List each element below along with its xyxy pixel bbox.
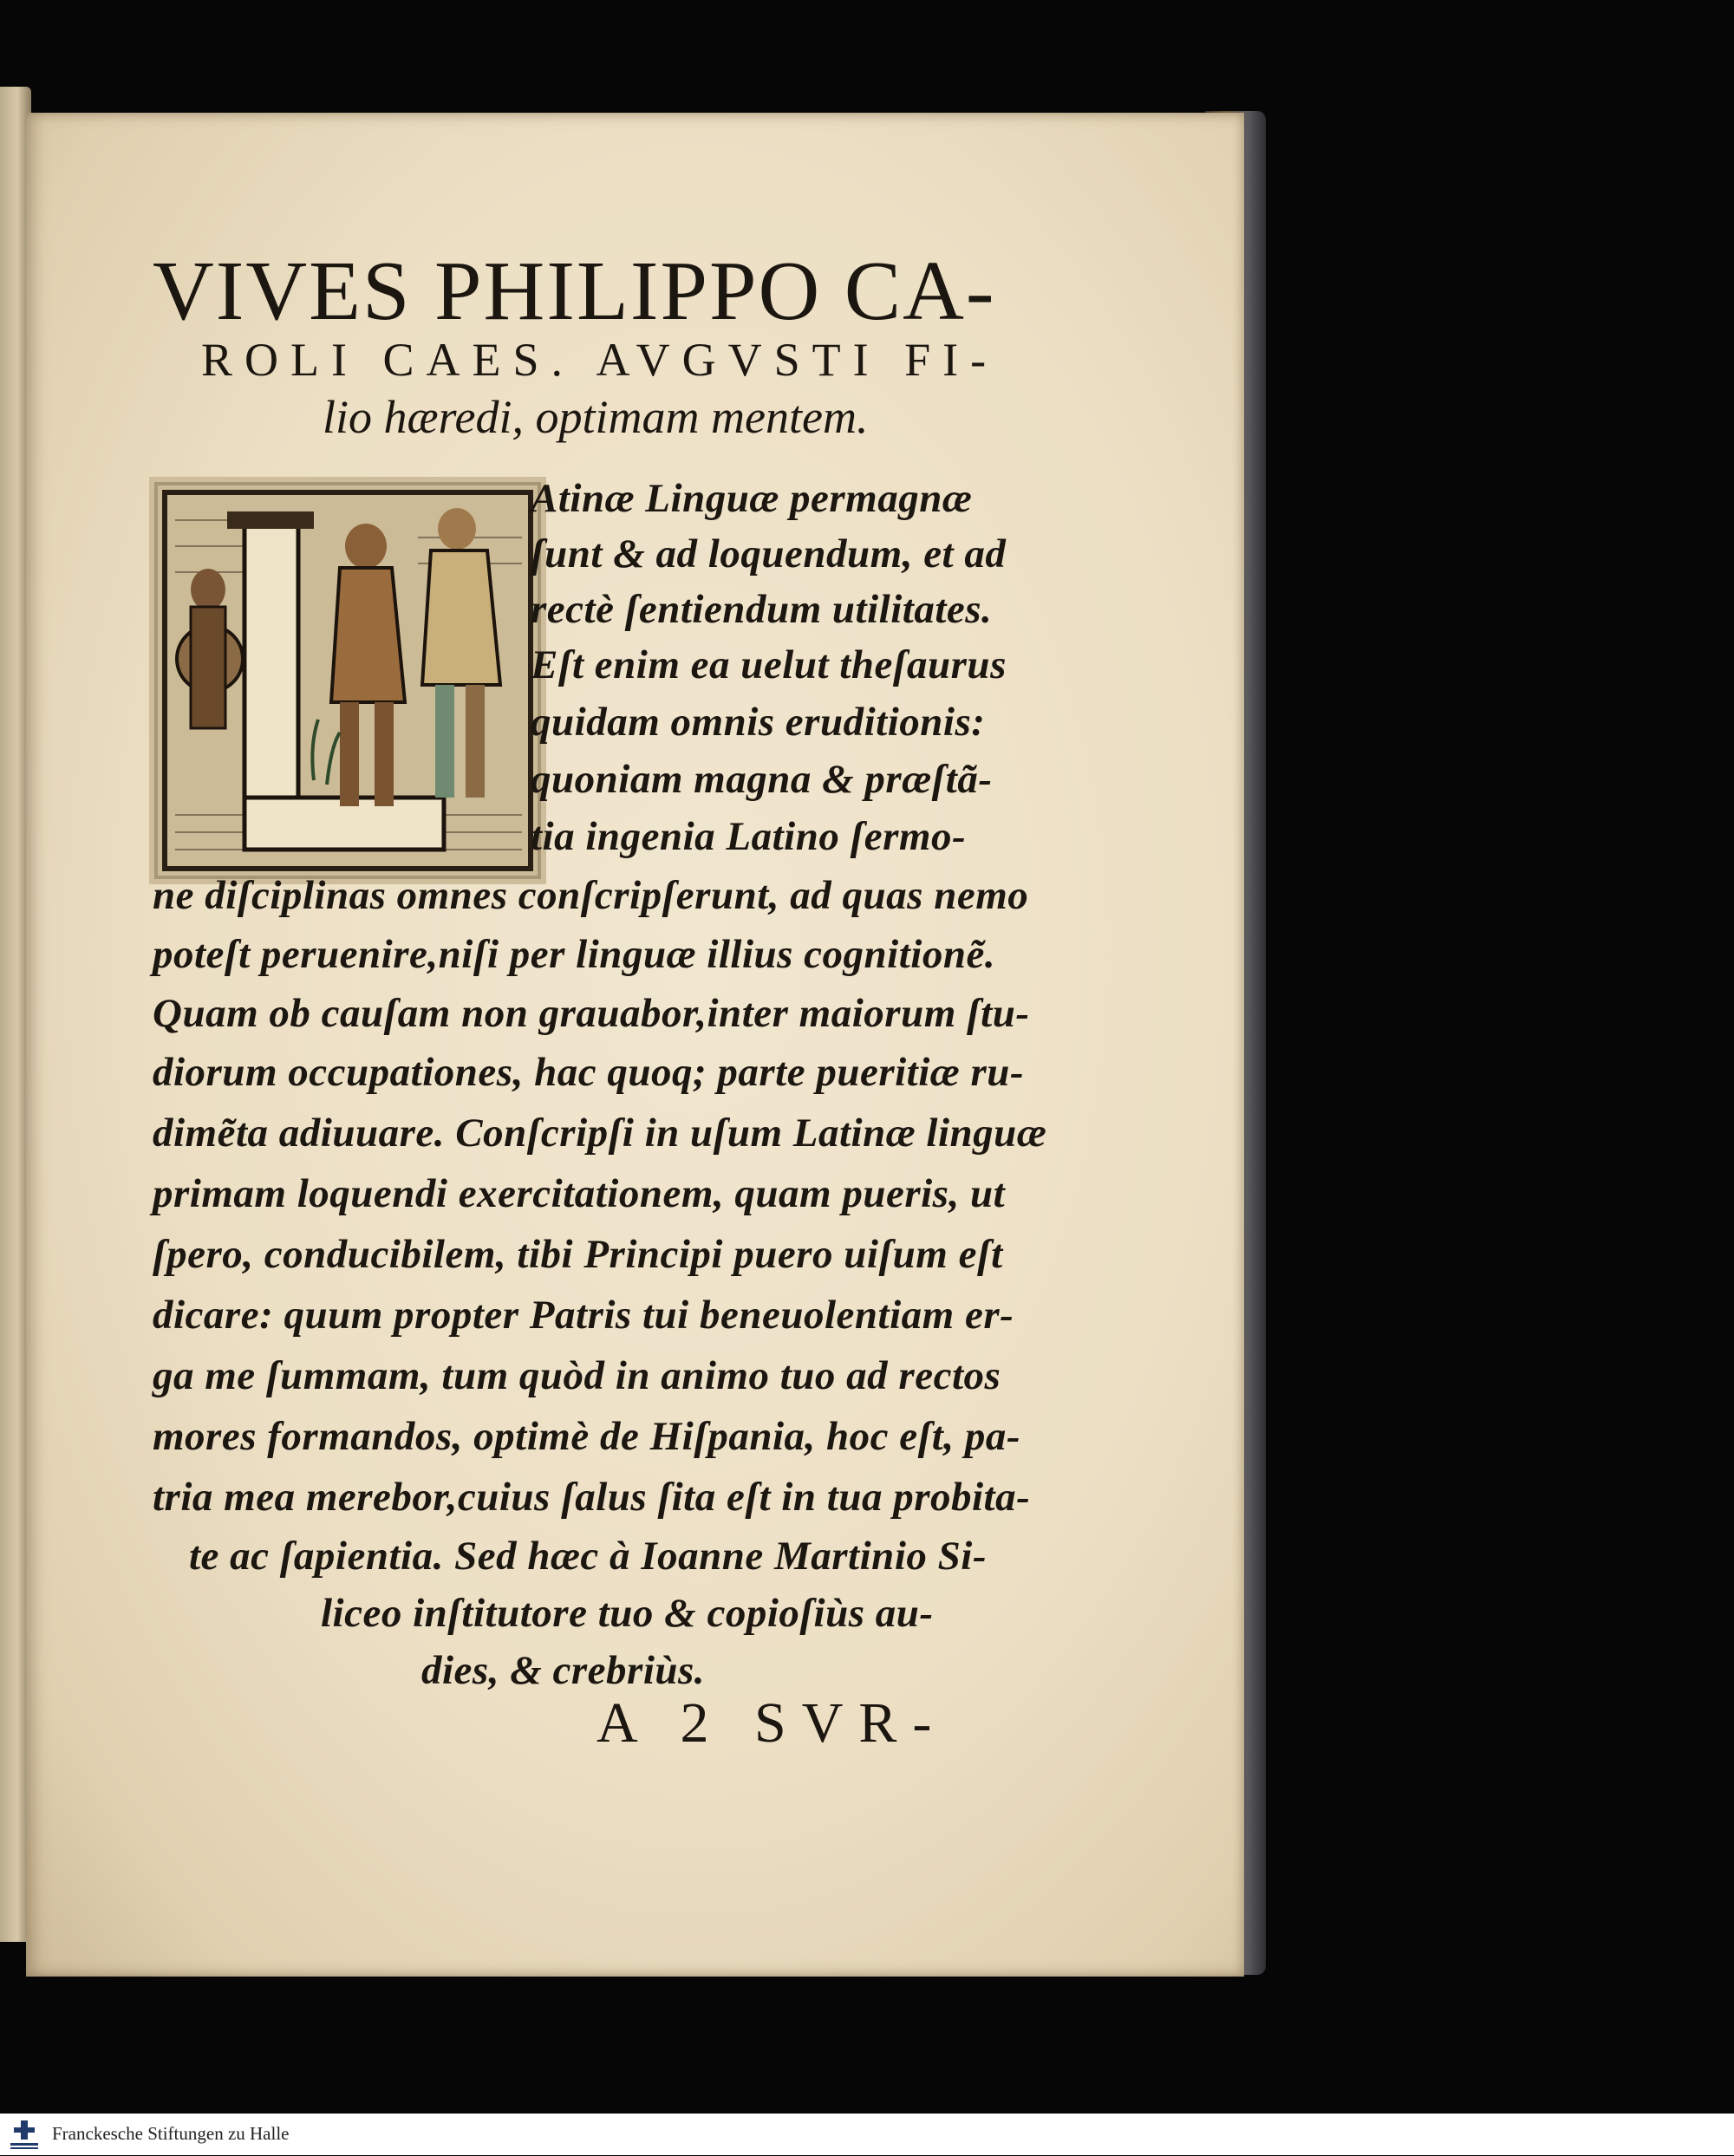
body-line-13: primam loquendi exercitationem, quam pueris, ut [153, 1171, 1006, 1216]
body-line-6: quoniam magna & præſtã- [531, 757, 993, 802]
body-line-19: te ac ſapientia. Sed hæc à Ioanne Martinio Si- [189, 1534, 987, 1579]
body-line-20: liceo inſtitutore tuo & copioſiùs au- [321, 1591, 934, 1636]
heading-line-1: VIVES PHILIPPO CA- [153, 244, 996, 338]
body-line-14: ſpero, conducibilem, tibi Principi puero uiſum eſt [153, 1232, 1003, 1277]
body-line-16: ga me ſummam, tum quòd in animo tuo ad rectos [153, 1353, 1001, 1398]
footer-text[interactable]: Franckesche Stiftungen zu Halle [52, 2123, 290, 2144]
body-line-4: Eſt enim ea uelut theſaurus [531, 642, 1007, 687]
body-line-10: Quam ob cauſam non grauabor,inter maiorum ſtu- [153, 991, 1030, 1036]
body-line-7: tia ingenia Latino ſermo- [531, 814, 967, 859]
body-line-18: tria mea merebor,cuius ſalus ſita eſt in tua probita- [153, 1475, 1031, 1520]
foundation-logo-icon[interactable] [7, 2117, 42, 2152]
signature-mark: A 2 SVR- [596, 1691, 948, 1755]
woodcut-initial-icon [154, 482, 541, 879]
body-line-17: mores formandos, optimè de Hiſpania, hoc eſt, pa- [153, 1414, 1021, 1459]
body-line-3: rectè ſentiendum utilitates. [531, 587, 993, 632]
body-line-2: ſunt & ad loquendum, et ad [531, 531, 1007, 576]
body-line-11: diorum occupationes, hac quoq; parte pueritiæ ru- [153, 1050, 1025, 1095]
footer-bar [0, 2114, 1734, 2155]
body-line-9: poteſt peruenire,niſi per linguæ illius cognitionẽ. [153, 932, 996, 977]
body-line-8: ne diſciplinas omnes conſcripſerunt, ad quas nemo [153, 873, 1029, 918]
body-line-15: dicare: quum propter Patris tui beneuolentiam er- [153, 1293, 1014, 1338]
heading-line-2: ROLI CAES. AVGVSTI FI- [201, 334, 999, 386]
heading-line-3: lio hæredi, optimam mentem. [323, 391, 869, 443]
body-line-12: dimẽta adiuuare. Conſcripſi in uſum Latinæ linguæ [153, 1111, 1047, 1156]
body-line-1: Atinæ Linguæ permagnæ [531, 476, 973, 521]
body-line-21: dies, & crebriùs. [421, 1648, 706, 1693]
body-line-5: quidam omnis eruditionis: [531, 700, 986, 745]
